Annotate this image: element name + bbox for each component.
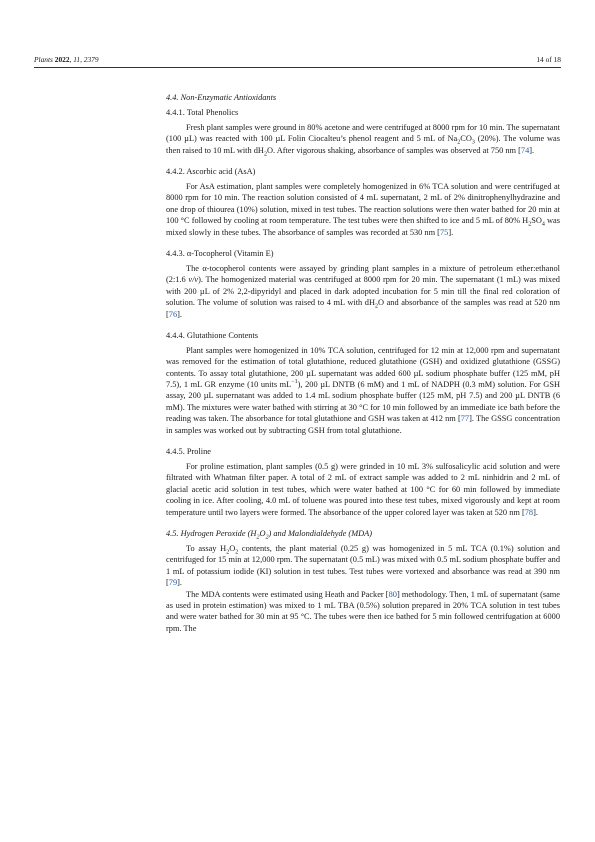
citation-link[interactable]: 76 <box>168 309 178 319</box>
paragraph-glutathione: Plant samples were homogenized in 10% TCA solution, centrifuged for 12 min at 12,000 rpm and supernatant was removed for the estimation of total glutathione, reduced glutathione (GSH) and oxidized glutathione (GSSG) contents. To assay total glutathione, 200 µL supernatant was added 600 µL sodium phosphate buffer (125 mM, pH 7.5), 1 mL GR enzyme (10 units $mL^{-1}$), 200 µL DNTB (6 mM) and 1 mL of NADPH (0.3 mM) solution. For GSH assay, 200 µL supernatant was added to 1.4 mL sodium phosphate buffer (125 mM, pH 7.5) and 200 µL DNTB (6 mM). The mixtures were water bathed with stirring at 30 °C for 10 min followed by an immediate ice bath before the reading was taken. The absorbance for total glutathione and GSH was taken at 412 nm [77]. The GSSG concentration in samples was worked out by subtracting GSH from total glutathione. <box>166 345 560 435</box>
journal-volume: , 11, 2379 <box>69 55 99 64</box>
citation-link[interactable]: 75 <box>439 227 449 237</box>
journal-citation <box>34 55 99 64</box>
subsection-heading-glutathione: 4.4.4. Glutathione Contents <box>166 330 259 340</box>
subsection-heading-total-phenolics: 4.4.1. Total Phenolics <box>166 107 239 117</box>
citation-link[interactable]: 77 <box>460 414 470 424</box>
citation-link[interactable]: 78 <box>524 507 534 517</box>
header-rule <box>34 67 561 68</box>
section-heading-4-5: 4.5. Hydrogen Peroxide $(H_2O_2)$ and Malondialdehyde (MDA) <box>166 529 373 541</box>
citation-link[interactable]: 79 <box>168 578 178 588</box>
paragraph-mda: The MDA contents were estimated using Heath and Packer [80] methodology. Then, 1 mL of supernatant (same as used in protein estimation) was mixed to 1 mL TBA (0.5%) solution prepared in 20% TCA solution in test tubes and were water bathed for 30 min at 95 °C. The tubes were then ice bathed for 5 min followed centrifugation at 6000 rpm. The <box>166 589 560 633</box>
journal-name: Plants <box>34 55 53 64</box>
section-heading-4-4: 4.4. Non-Enzymatic Antioxidants <box>166 93 277 102</box>
subsection-heading-tocopherol: 4.4.3. α-Tocopherol (Vitamin E) <box>166 248 274 258</box>
journal-year: 2022 <box>54 55 70 64</box>
subsection-heading-proline: 4.4.5. Proline <box>166 447 211 457</box>
paragraph-total-phenolics: Fresh plant samples were ground in 80% acetone and were centrifuged at 8000 rpm for 10 min. The supernatant (100 µL) was reacted with 100 µL Folin Ciocalteu’s phenol reagent and 5 mL of $Na_2CO_3$ (20%). The volume was then raised to 10 mL with $dH_2O$. After vigorous shaking, absorbance of samples was observed at 750 nm [74]. <box>166 122 560 158</box>
article-body <box>166 92 560 634</box>
paragraph-proline: For proline estimation, plant samples (0.5 g) were grinded in 10 mL 3% sulfosalicylic acid solution and were filtrated with Whatman filter paper. A total of 2 mL of extract sample was added to 2 mL ninhidrin and 2 mL of glacial acetic acid solution in test tubes, which were water bathed at 100 °C for 60 min followed by immediate cooling in ice. After cooling, 4.0 mL of toluene was poured into these test tubes, mixed vigorously and kept at room temperature until two layers were formed. The absorbance of the upper colored layer was taken at 520 nm [78]. <box>166 461 560 517</box>
citation-link[interactable]: 74 <box>520 145 530 155</box>
citation-link[interactable]: 80 <box>388 589 397 599</box>
page-number: 14 of 18 <box>536 55 561 64</box>
subsection-heading-ascorbic-acid: 4.4.2. Ascorbic acid (AsA) <box>166 167 256 177</box>
running-header <box>34 55 561 64</box>
paragraph-ascorbic-acid: For AsA estimation, plant samples were completely homogenized in 6% TCA solution and were centrifuged at 8000 rpm for 10 min. The reaction solution consisted of 4 mL supernatant, 2 mL of 2% dinitrophenylhydrazine and one drop of thiourea (10%) solution, mixed in test tubes. The reaction solutions were then water bathed for 20 min at 100 °C followed by cooling at room temperature. The test tubes were then shifted to ice and 5 mL of 80% $H_2SO_4$ was mixed slowly in these tubes. The absorbance of samples was recorded at 530 nm [75]. <box>166 181 560 237</box>
paragraph-tocopherol: The α-tocopherol contents were assayed by grinding plant samples in a mixture of petroleum ether:ethanol (2:1.6 v/v). The homogenized material was centrifuged at 8000 rpm for 20 min. The supernatant (1 mL) was mixed with 200 µL of 2% 2,2-dipyridyl and placed in dark adopted incubation for 5 min till the final red coloration of solution. The volume of solution was raised to 4 mL with $dH_2O$ and absorbance of the samples was read at 520 nm [76]. <box>166 263 560 319</box>
paragraph-hydrogen-peroxide: To assay $H_2O_2$ contents, the plant material (0.25 g) was homogenized in 5 mL TCA (0.1%) solution and centrifuged for 15 min at 12,000 rpm. The supernatant (0.5 mL) was mixed with 0.5 mL sodium phosphate buffer and 1 mL of potassium iodide (KI) solution in test tubes. Test tubes were vortexed and absorbance was read at 390 nm [79]. <box>166 543 560 588</box>
